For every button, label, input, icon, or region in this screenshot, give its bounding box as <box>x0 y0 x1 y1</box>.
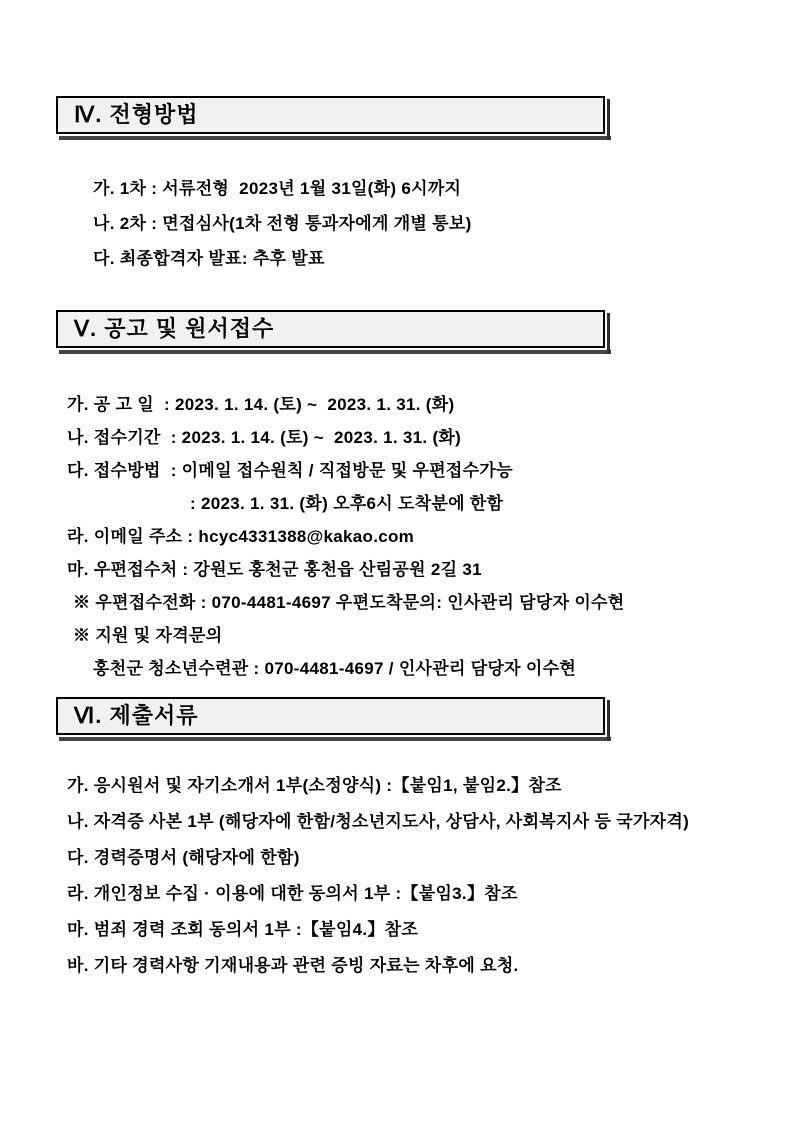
section-header-announcement-application <box>56 310 605 348</box>
doc-line-continuation: : 2023. 1. 31. (화) 오후6시 도착분에 한함 <box>190 494 504 513</box>
doc-line-continuation: 홍천군 청소년수련관 : 070-4481-4697 / 인사관리 담당자 이수현 <box>93 659 577 678</box>
doc-note-line: ※ 우편접수전화 : 070-4481-4697 우편도착문의: 인사관리 담당자 이수현 <box>73 593 625 612</box>
doc-line: 마. 우편접수처 : 강원도 홍천군 홍천읍 산림공원 2길 31 <box>67 560 482 579</box>
section-title: Ⅳ. 전형방법 <box>74 102 199 127</box>
doc-line: 가. 1차 : 서류전형 2023년 1월 31일(화) 6시까지 <box>93 179 462 198</box>
doc-line: 나. 자격증 사본 1부 (해당자에 한함/청소년지도사, 상담사, 사회복지사 등 국가자격) <box>67 812 690 831</box>
section-body-selection-method <box>56 178 793 283</box>
section-title: Ⅴ. 공고 및 원서접수 <box>74 316 275 341</box>
doc-line: 다. 최종합격자 발표: 추후 발표 <box>93 249 325 268</box>
section-header-submission-documents <box>56 697 605 735</box>
doc-line: 마. 범죄 경력 조회 동의서 1부 :【붙임4.】참조 <box>67 920 419 939</box>
doc-line: 가. 응시원서 및 자기소개서 1부(소정양식) :【붙임1, 붙임2.】참조 <box>67 776 562 795</box>
doc-line: 다. 접수방법 : 이메일 접수원칙 / 직접방문 및 우편접수가능 <box>67 461 513 480</box>
section-body-announcement-application <box>56 394 793 691</box>
doc-line: 라. 개인정보 수집 · 이용에 대한 동의서 1부 :【붙임3.】참조 <box>67 884 518 903</box>
section-header-selection-method <box>56 96 605 134</box>
section-title: Ⅵ. 제출서류 <box>74 703 199 728</box>
doc-line: 다. 경력증명서 (해당자에 한함) <box>67 848 300 867</box>
section-body-submission-documents <box>56 775 793 991</box>
doc-line: 라. 이메일 주소 : hcyc4331388@kakao.com <box>67 527 415 546</box>
doc-line: 나. 접수기간 : 2023. 1. 14. (토) ~ 2023. 1. 31. (화) <box>67 428 462 447</box>
doc-note-line: ※ 지원 및 자격문의 <box>73 626 223 645</box>
doc-line: 나. 2차 : 면접심사(1차 전형 통과자에게 개별 통보) <box>93 214 472 233</box>
doc-line: 바. 기타 경력사항 기재내용과 관련 증빙 자료는 차후에 요청. <box>67 956 519 975</box>
doc-line: 가. 공 고 일 : 2023. 1. 14. (토) ~ 2023. 1. 31. (화) <box>67 395 455 414</box>
